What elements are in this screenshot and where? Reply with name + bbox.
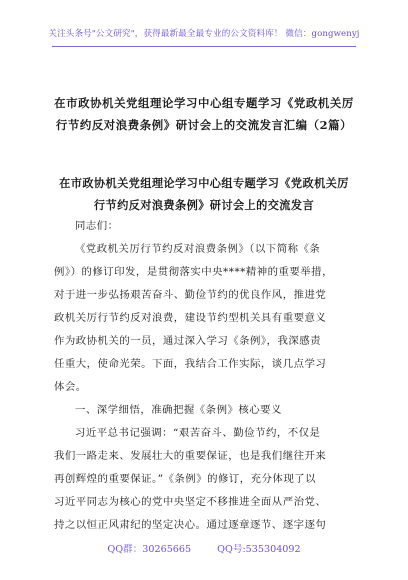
body-line: 例》）的修订印发，是贯彻落实中央****精神的重要举措， — [54, 266, 333, 278]
body-line: 持之以恒正风肃纪的坚定决心。通过逐章逐节、逐字逐句 — [54, 519, 327, 531]
header-divider — [52, 46, 356, 47]
section-title-line-1: 在市政协机关党组理论学习中心组专题学习《党政机关厉 — [59, 176, 349, 190]
document-title-line-1: 在市政协机关党组理论学习中心组专题学习《党政机关厉 — [54, 96, 354, 110]
body-line: 作为政协机关的一员，通过深入学习《条例》，我深感责 — [54, 335, 322, 347]
body-line: 任重大，使命光荣。下面，我结合工作实际，谈几点学习 — [54, 358, 327, 370]
body-line: 再创辉煌的重要保证。”《条例》的修订，充分体现了以 — [54, 473, 316, 485]
body-line: 体会。 — [54, 381, 87, 393]
body-line: 《党政机关厉行节约反对浪费条例》（以下简称《条 — [75, 243, 321, 255]
body-line: 习近平总书记强调：“艰苦奋斗、勤俭节约，不仅是 — [75, 427, 321, 439]
footer-qq-group: QQ群：30265665 — [107, 544, 192, 555]
footer — [0, 541, 408, 555]
section-title-line-2: 行节约反对浪费条例》研讨会上的交流发言 — [93, 198, 315, 212]
subheading: 一、深学细悟，准确把握《条例》核心要义 — [75, 404, 282, 416]
footer-qq-number: QQ号:535304092 — [217, 544, 301, 555]
body-line: 对于进一步弘扬艰苦奋斗、勤俭节约的优良作风，推进党 — [54, 289, 327, 301]
header-banner: 关注头条号"公文研究"，获得最新最全最专业的公文资料库！ 微信：gongwenyj — [48, 29, 360, 39]
salutation: 同志们： — [75, 220, 119, 232]
body-line: 政机关厉行节约反对浪费，建设节约型机关具有重要意义 — [54, 312, 327, 324]
body-line: 习近平同志为核心的党中央坚定不移推进全面从严治党、 — [54, 496, 327, 508]
body-line: 我们一路走来、发展壮大的重要保证，也是我们继往开来 — [54, 450, 327, 462]
document-title-line-2: 行节约反对浪费条例》研讨会上的交流发言汇编（2篇） — [55, 118, 353, 132]
